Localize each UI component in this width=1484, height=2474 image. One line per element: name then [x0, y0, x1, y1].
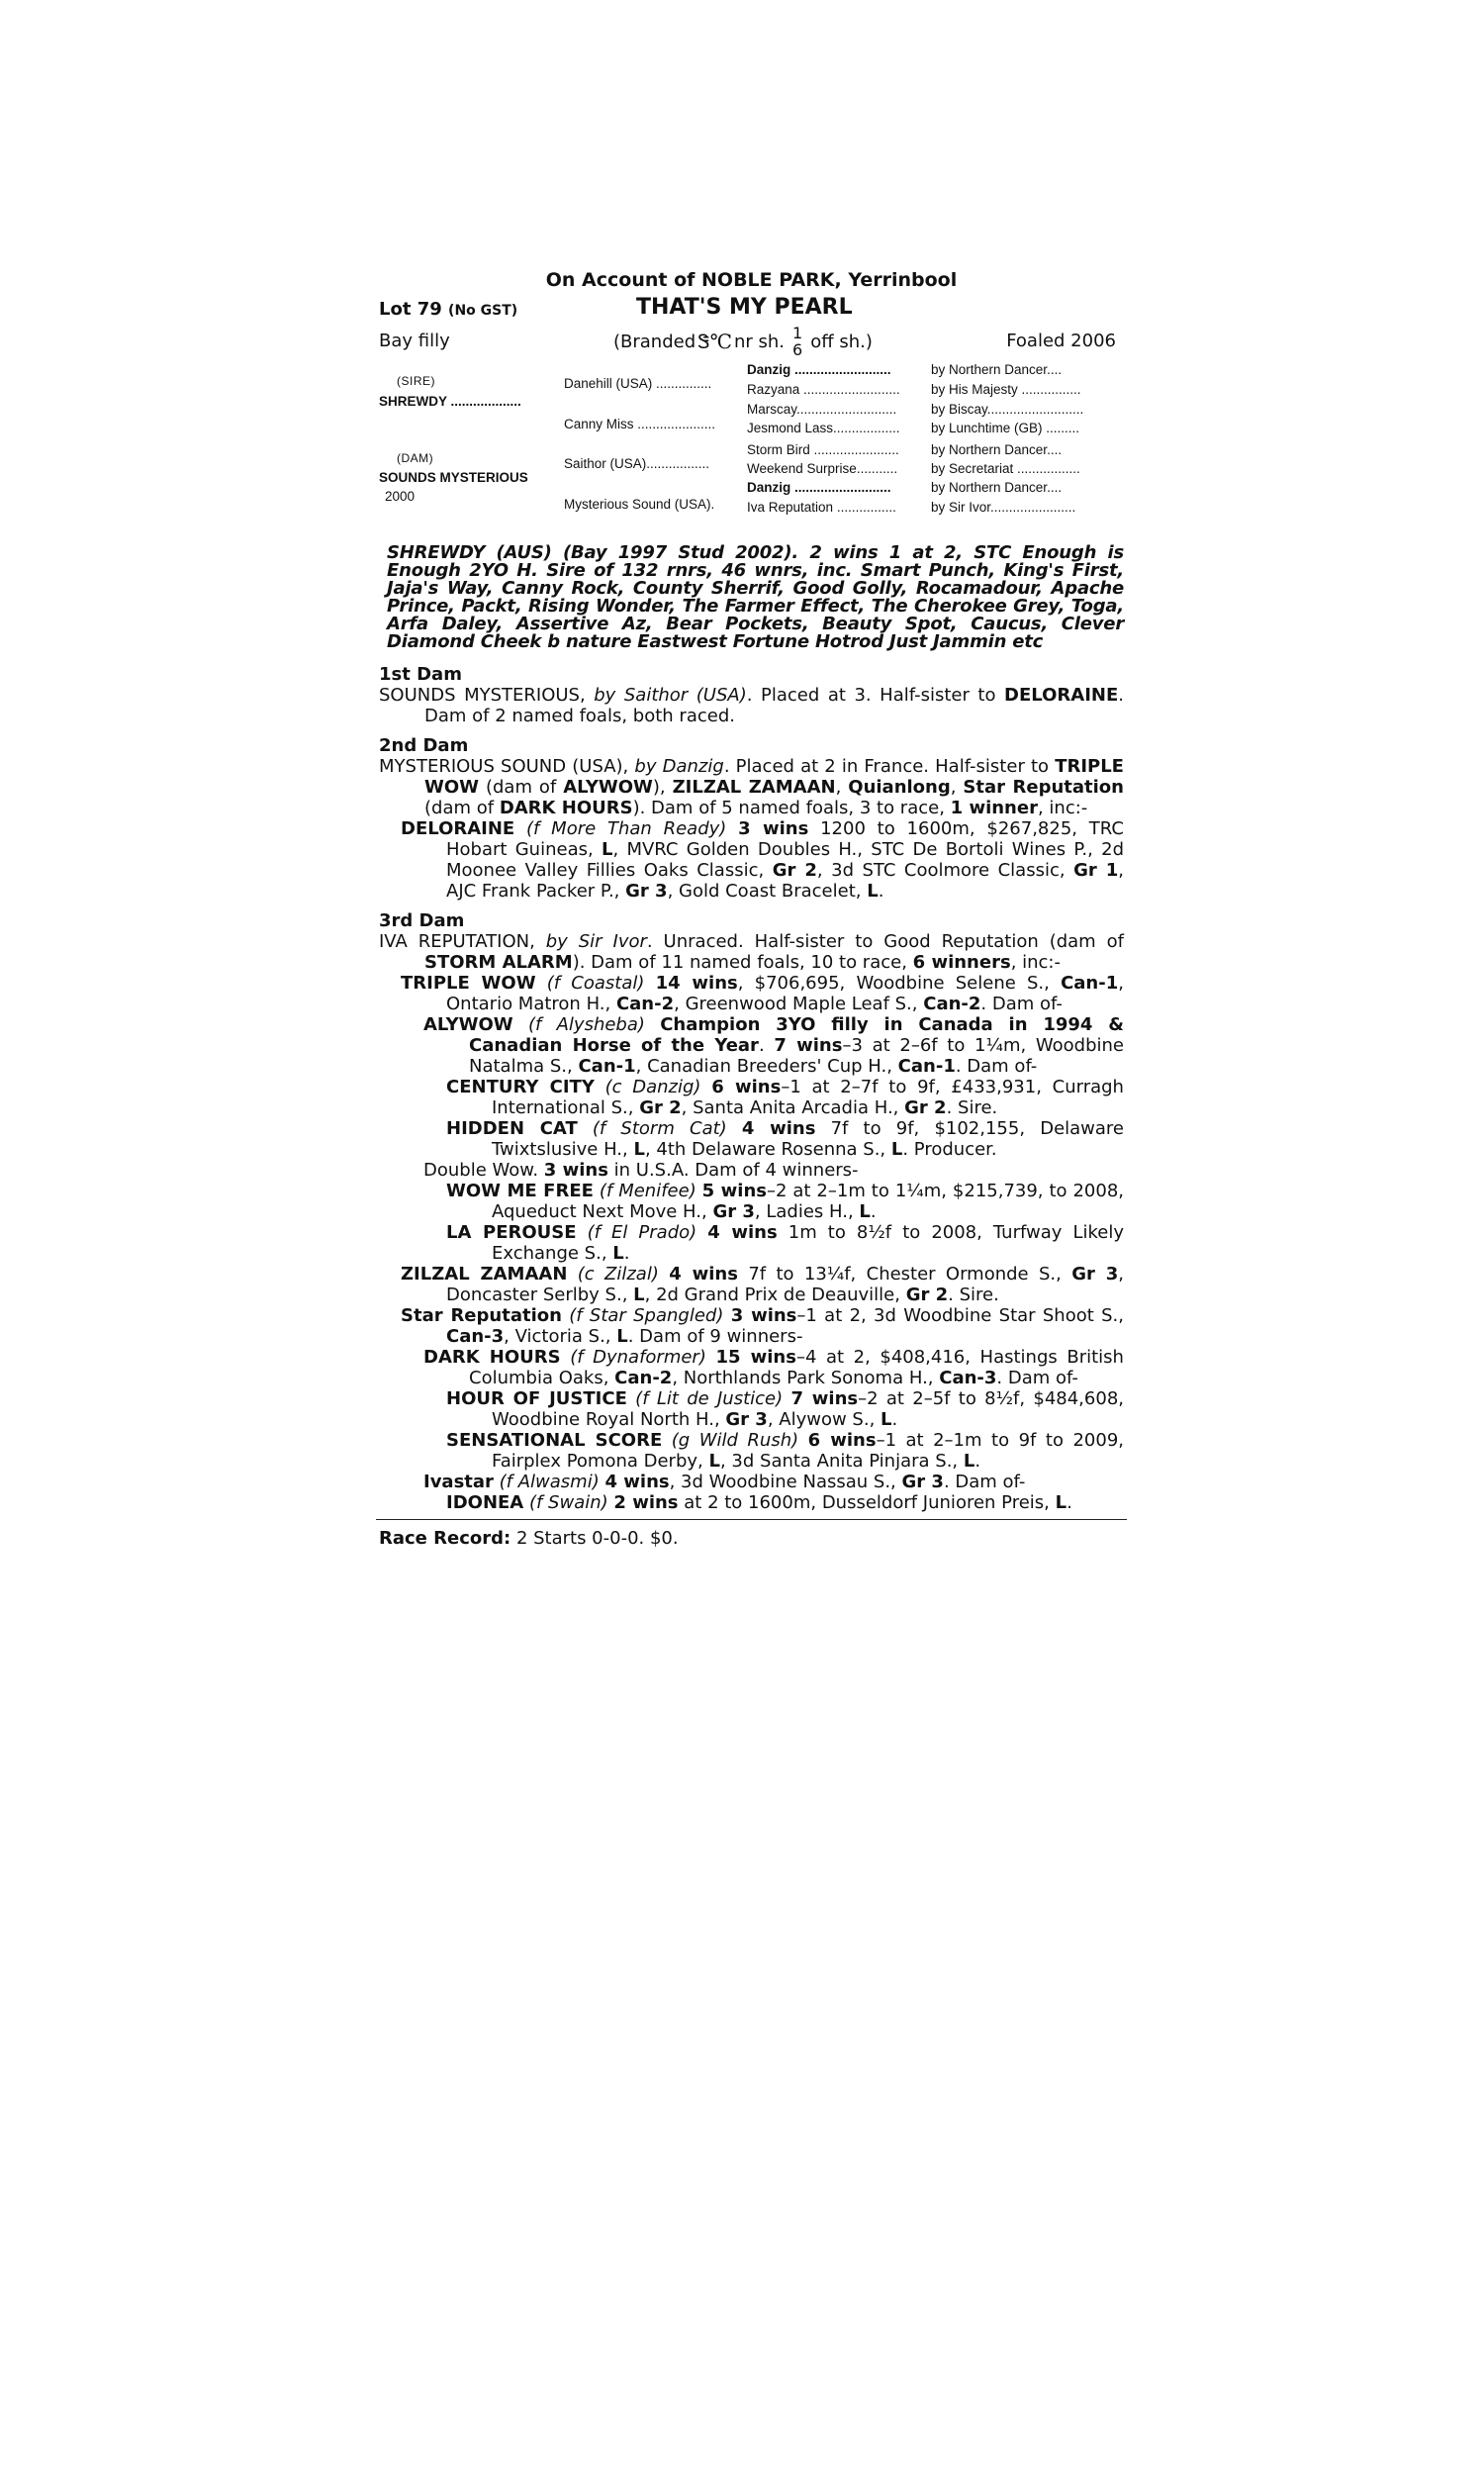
brand-info: (Branded Ꮥ℃ nr sh. 1 6 off sh.) [613, 324, 873, 359]
dam-label: (DAM) [397, 451, 434, 465]
dark-hours-entry: DARK HOURS (f Dynaformer) 15 wins–4 at 2, $408,416, Hastings British Columbia Oaks, Can-2, Northlands Park Sonoma H., Can-3. Dam of- [423, 1347, 1124, 1388]
ped-g4-3: by Biscay.......................... [931, 402, 1084, 417]
vendor-account: On Account of NOBLE PARK, Yerrinbool [545, 269, 958, 291]
description-row [379, 321, 1124, 360]
horse-name: THAT'S MY PEARL [636, 295, 853, 320]
foaled-year: Foaled 2006 [1006, 331, 1116, 351]
pedigree-table [379, 360, 1124, 530]
hidden-cat-entry: HIDDEN CAT (f Storm Cat) 4 wins 7f to 9f, $102,155, Delaware Twixtslusive H., L, 4th Delaware Rosenna S., L. Producer. [446, 1118, 1125, 1160]
double-wow-entry: Double Wow. 3 wins in U.S.A. Dam of 4 winners- [423, 1160, 859, 1181]
ped-g4-7: by Northern Dancer.... [931, 480, 1063, 495]
ped-g4-8: by Sir Ivor....................... [931, 500, 1076, 515]
ped-g3-3: Marscay........................... [747, 402, 897, 417]
sire-label: (SIRE) [397, 374, 435, 388]
century-city-entry: CENTURY CITY (c Danzig) 6 wins–1 at 2–7f to 9f, £433,931, Curragh International S., Gr 2, Santa Anita Arcadia H., Gr 2. Sire. [446, 1077, 1124, 1118]
gst-note: (No GST) [448, 303, 518, 319]
first-dam-text: SOUNDS MYSTERIOUS, by Saithor (USA). Placed at 3. Half-sister to DELORAINE. Dam of 2 named foals, both raced. [379, 685, 1124, 726]
hour-of-justice-entry: HOUR OF JUSTICE (f Lit de Justice) 7 wins–2 at 2–5f to 8½f, $484,608, Woodbine Royal North H., Gr 3, Alywow S., L. [446, 1388, 1124, 1430]
ped-g3-5: Storm Bird ....................... [747, 442, 899, 457]
sensational-score-entry: SENSATIONAL SCORE (g Wild Rush) 6 wins–1 at 2–1m to 9f to 2009, Fairplex Pomona Derby, L, 3d Santa Anita Pinjara S., L. [446, 1430, 1124, 1472]
ped-g2-2: Canny Miss ..................... [564, 417, 716, 431]
star-reputation-entry: Star Reputation (f Star Spangled) 3 wins–1 at 2, 3d Woodbine Star Shoot S., Can-3, Victoria S., L. Dam of 9 winners- [401, 1305, 1124, 1347]
ped-g3-4: Jesmond Lass.................. [747, 421, 900, 435]
ped-g3-2: Razyana .......................... [747, 382, 900, 397]
sire-name: SHREWDY ................... [379, 394, 521, 409]
second-dam-heading: 2nd Dam [379, 735, 469, 756]
ped-g4-5: by Northern Dancer.... [931, 442, 1063, 457]
dam-year: 2000 [385, 489, 416, 504]
third-dam-heading: 3rd Dam [379, 910, 465, 931]
wow-me-free-entry: WOW ME FREE (f Menifee) 5 wins–2 at 2–1m to 1¼m, $215,739, to 2008, Aqueduct Next Move H., Gr 3, Ladies H., L. [446, 1181, 1125, 1222]
ped-g3-1: Danzig .......................... [747, 362, 891, 377]
brand-fraction: 1 6 [792, 324, 803, 359]
ped-g2-1: Danehill (USA) ............... [564, 376, 712, 391]
divider-rule [376, 1519, 1127, 1520]
lot-number: Lot 79 (No GST) [379, 299, 518, 320]
deloraine-entry: DELORAINE (f More Than Ready) 3 wins 1200 to 1600m, $267,825, TRC Hobart Guineas, L, MVRC Golden Doubles H., STC De Bortoli Wines P., 2d Moonee Valley Fillies Oaks Classic, Gr 2, 3d STC Coolmore Classic, Gr 1, AJC Frank Packer P., Gr 3, Gold Coast Bracelet, L. [401, 818, 1125, 902]
zilzal-zamaan-entry: ZILZAL ZAMAAN (c Zilzal) 4 wins 7f to 13¼f, Chester Ormonde S., Gr 3, Doncaster Serlby S., L, 2d Grand Prix de Deauville, Gr 2. Sire. [401, 1264, 1125, 1305]
brand-glyph: Ꮥ℃ [697, 330, 732, 353]
idonea-entry: IDONEA (f Swain) 2 wins at 2 to 1600m, Dusseldorf Junioren Preis, L. [446, 1492, 1072, 1513]
ped-g2-3: Saithor (USA)................. [564, 456, 710, 471]
la-perouse-entry: LA PEROUSE (f El Prado) 4 wins 1m to 8½f to 2008, Turfway Likely Exchange S., L. [446, 1222, 1124, 1264]
sex-colour: Bay filly [379, 331, 450, 351]
first-dam-heading: 1st Dam [379, 664, 462, 685]
ped-g3-6: Weekend Surprise........... [747, 461, 898, 476]
ped-g4-1: by Northern Dancer.... [931, 362, 1063, 377]
second-dam-text: MYSTERIOUS SOUND (USA), by Danzig. Placed at 2 in France. Half-sister to TRIPLE WOW (dam of ALYWOW), ZILZAL ZAMAAN, Quianlong, Star Reputation (dam of DARK HOURS). Dam of 5 named foals, 3 to race, 1 winner, inc:- [379, 756, 1124, 818]
ped-g2-4: Mysterious Sound (USA). [564, 497, 715, 512]
ped-g3-7: Danzig .......................... [747, 480, 891, 495]
ped-g3-8: Iva Reputation ................ [747, 500, 896, 515]
alywow-entry: ALYWOW (f Alysheba) Champion 3YO filly in Canada in 1994 & Canadian Horse of the Year. 7 wins–3 at 2–6f to 1¼m, Woodbine Natalma S., Can-1, Canadian Breeders' Cup H., Can-1. Dam of- [423, 1014, 1125, 1077]
triple-wow-entry: TRIPLE WOW (f Coastal) 14 wins, $706,695, Woodbine Selene S., Can-1, Ontario Matron H., Can-2, Greenwood Maple Leaf S., Can-2. Dam of- [401, 973, 1124, 1014]
lot-row [379, 295, 1124, 321]
ped-g4-4: by Lunchtime (GB) ......... [931, 421, 1080, 435]
catalogue-page [379, 269, 1124, 1549]
sire-summary: SHREWDY (AUS) (Bay 1997 Stud 2002). 2 wins 1 at 2, STC Enough is Enough 2YO H. Sire of 132 rnrs, 46 wnrs, inc. Smart Punch, King's First, Jaja's Way, Canny Rock, County Sherrif, Good Golly, Rocamadour, Apache Prince, Packt, Rising Wonder, The Farmer Effect, The Cherokee Grey, Toga, Arfa Daley, Assertive Az, Bear Pockets, Beauty Spot, Caucus, Clever Diamond Cheek b nature Eastwest Fortune Hotrod Just Jammin etc [387, 542, 1124, 652]
third-dam-text: IVA REPUTATION, by Sir Ivor. Unraced. Half-sister to Good Reputation (dam of STORM ALARM). Dam of 11 named foals, 10 to race, 6 winners, inc:- [379, 931, 1124, 973]
ped-g4-6: by Secretariat ................. [931, 461, 1080, 476]
ivastar-entry: Ivastar (f Alwasmi) 4 wins, 3d Woodbine Nassau S., Gr 3. Dam of- [423, 1472, 1026, 1492]
dam-name: SOUNDS MYSTERIOUS [379, 470, 528, 485]
ped-g4-2: by His Majesty ................ [931, 382, 1081, 397]
race-record: Race Record: 2 Starts 0-0-0. $0. [379, 1528, 679, 1549]
